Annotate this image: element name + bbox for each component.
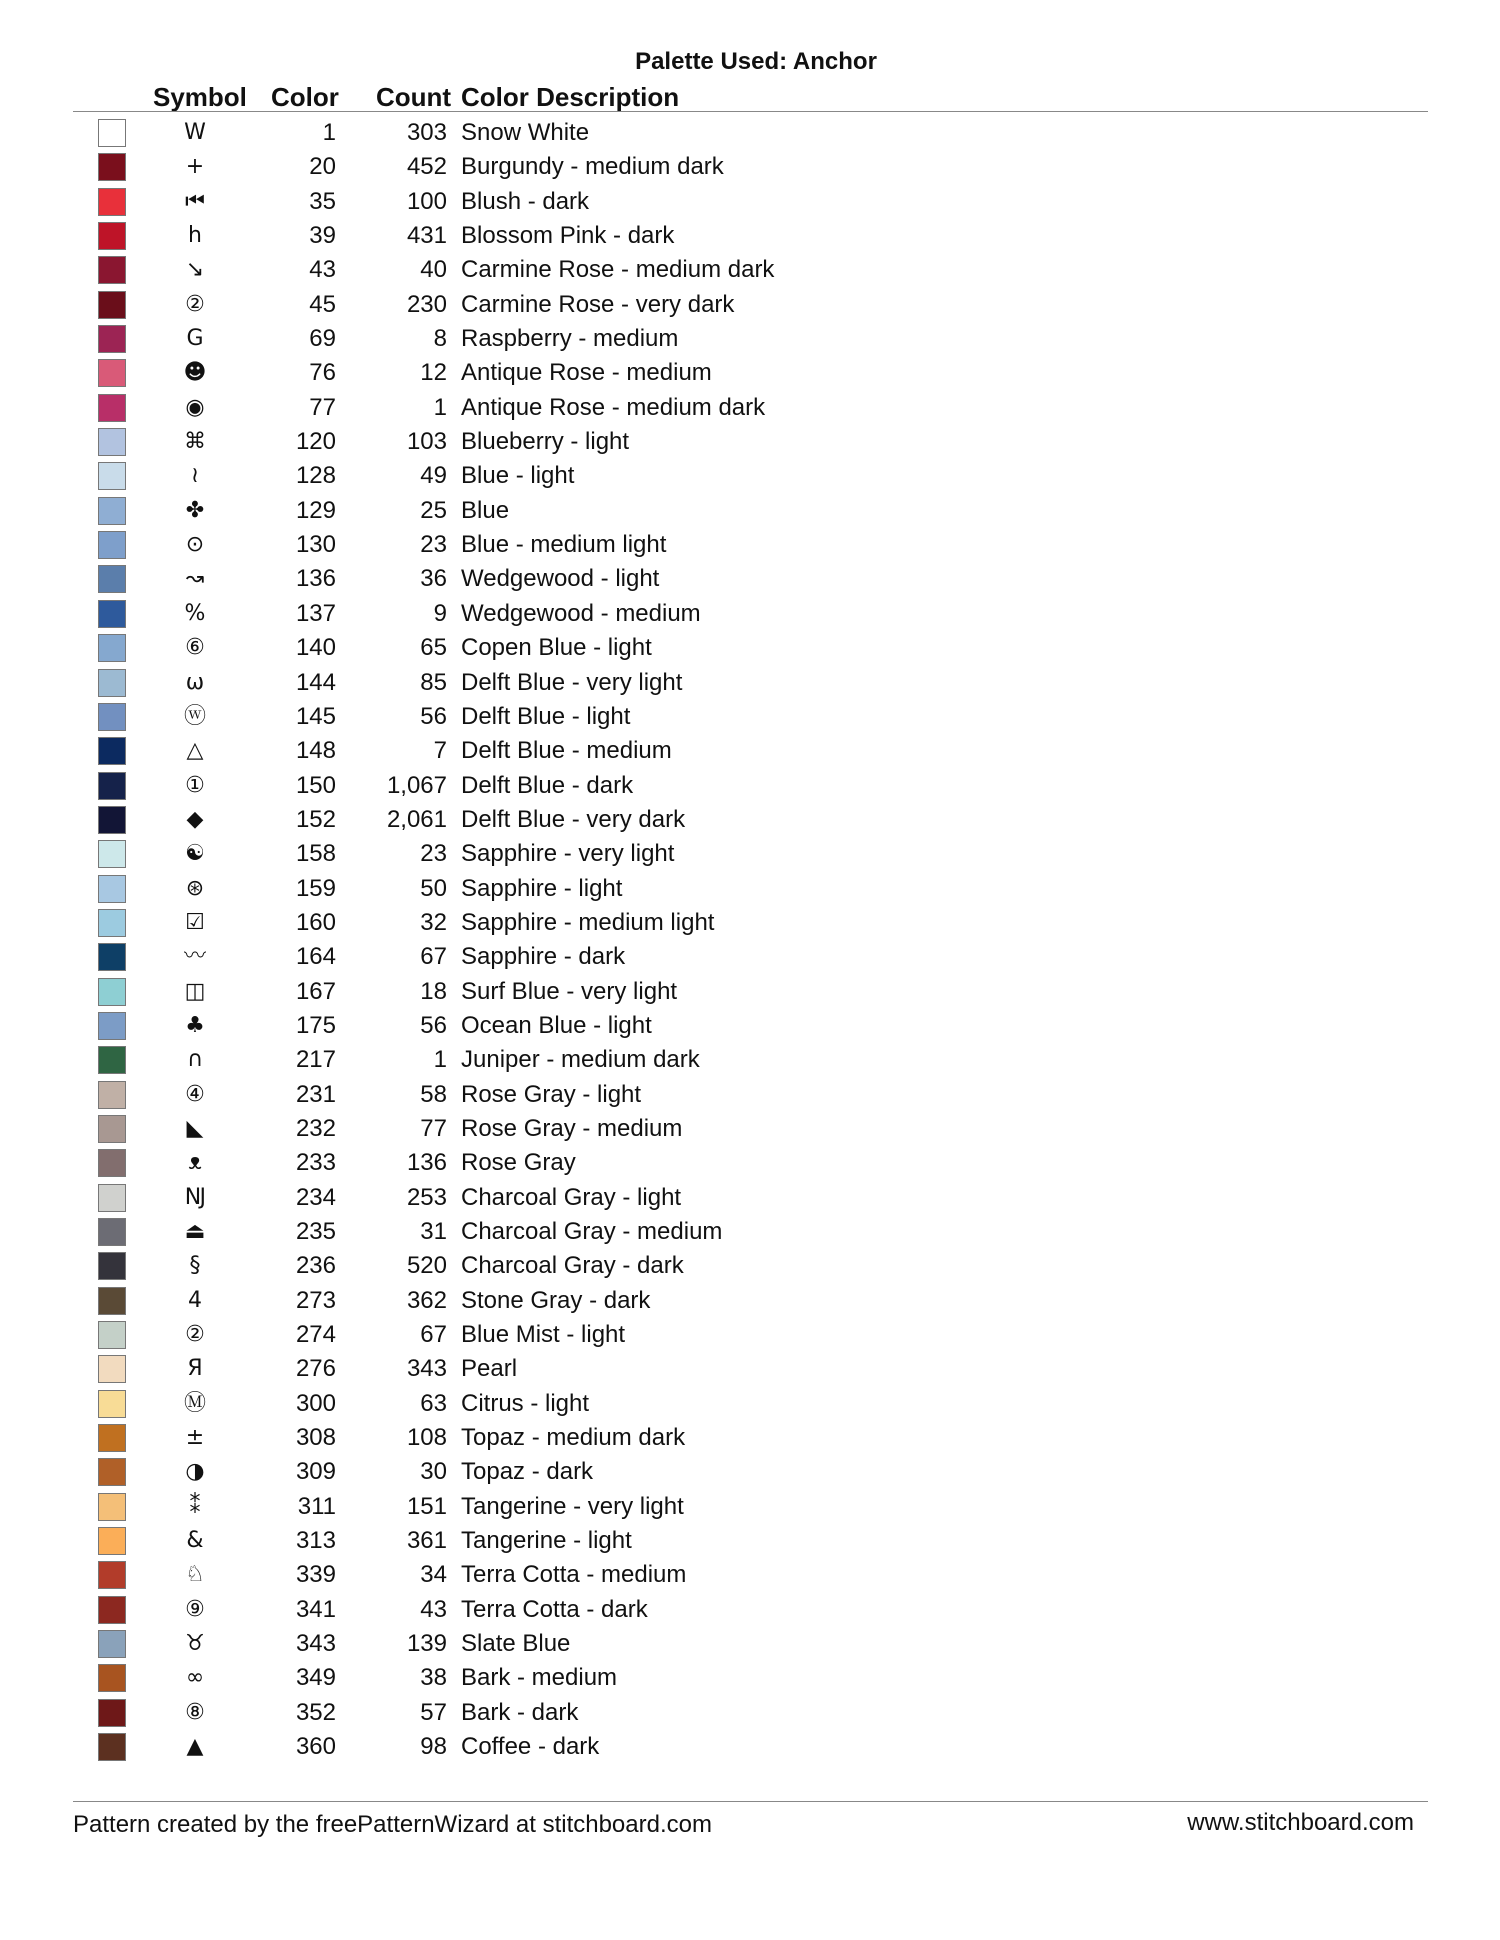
color-number: 77 <box>309 393 336 421</box>
table-row <box>0 975 1500 1009</box>
color-number: 311 <box>297 1492 336 1520</box>
color-description: Burgundy - medium dark <box>461 153 724 181</box>
stitch-count: 7 <box>433 737 447 765</box>
stitch-symbol: + <box>185 154 205 180</box>
stitch-count: 361 <box>406 1527 447 1555</box>
footer-website: www.stitchboard.com <box>1187 1809 1414 1836</box>
table-row <box>0 597 1500 631</box>
page-title <box>0 48 1500 76</box>
color-number: 233 <box>295 1149 336 1177</box>
color-description: Charcoal Gray - light <box>461 1183 682 1211</box>
table-row <box>0 1318 1500 1352</box>
stitch-symbol: ⑨ <box>185 1596 205 1622</box>
color-swatch <box>98 600 126 628</box>
stitch-count: 23 <box>420 840 447 868</box>
stitch-count: 25 <box>420 496 447 524</box>
color-swatch <box>98 669 126 697</box>
stitch-count: 67 <box>420 1321 447 1349</box>
stitch-count: 303 <box>406 119 447 146</box>
stitch-symbol: ♣ <box>185 1012 205 1038</box>
stitch-symbol: ⏮ <box>185 188 205 214</box>
stitch-count: 253 <box>406 1183 447 1211</box>
color-description: Sapphire - medium light <box>461 908 715 936</box>
color-swatch <box>98 737 126 765</box>
stitch-count: 139 <box>406 1630 447 1658</box>
color-swatch <box>98 1458 126 1486</box>
color-description: Delft Blue - medium <box>461 737 672 765</box>
color-description: Slate Blue <box>461 1630 571 1658</box>
stitch-symbol: ω <box>185 669 205 695</box>
color-swatch <box>98 1218 126 1246</box>
color-swatch <box>98 531 126 559</box>
color-description: Charcoal Gray - medium <box>461 1218 723 1245</box>
table-row <box>0 219 1500 253</box>
color-number: 273 <box>295 1286 336 1314</box>
color-number: 352 <box>295 1698 336 1726</box>
stitch-count: 57 <box>420 1698 447 1726</box>
color-number: 341 <box>295 1595 336 1623</box>
color-swatch <box>98 1733 126 1761</box>
color-description: Coffee - dark <box>461 1733 600 1761</box>
stitch-count: 30 <box>420 1458 447 1486</box>
table-row <box>0 1112 1500 1146</box>
table-row <box>0 1387 1500 1421</box>
table-row <box>0 116 1500 150</box>
color-number: 136 <box>295 565 336 593</box>
color-description: Carmine Rose - medium dark <box>461 256 775 284</box>
table-row <box>0 253 1500 287</box>
color-description: Delft Blue - dark <box>461 771 634 799</box>
color-description: Antique Rose - medium dark <box>461 393 766 421</box>
color-swatch <box>98 1596 126 1624</box>
stitch-symbol: % <box>184 600 206 626</box>
table-row <box>0 940 1500 974</box>
stitch-symbol: ◑ <box>185 1459 205 1485</box>
color-description: Rose Gray <box>461 1149 576 1177</box>
stitch-count: 63 <box>420 1389 447 1417</box>
color-description: Delft Blue - very light <box>461 668 683 696</box>
color-swatch <box>98 462 126 490</box>
color-description: Charcoal Gray - dark <box>461 1252 684 1280</box>
header-divider <box>73 111 1428 112</box>
table-row <box>0 391 1500 425</box>
color-description: Surf Blue - very light <box>461 977 678 1005</box>
color-swatch <box>98 1321 126 1349</box>
stitch-symbol: ☑ <box>185 909 205 935</box>
stitch-symbol: ⌘ <box>184 429 206 455</box>
color-swatch <box>98 1493 126 1521</box>
stitch-symbol: Я <box>187 1356 203 1382</box>
color-number: 145 <box>295 702 336 730</box>
color-description: Snow White <box>461 119 590 146</box>
color-swatch <box>98 428 126 456</box>
table-row <box>0 1146 1500 1180</box>
stitch-count: 2,061 <box>386 805 447 833</box>
color-number: 349 <box>295 1664 336 1692</box>
color-description: Carmine Rose - very dark <box>461 290 735 318</box>
stitch-count: 362 <box>406 1286 447 1314</box>
color-number: 231 <box>295 1080 336 1108</box>
color-swatch <box>98 359 126 387</box>
stitch-count: 520 <box>406 1252 447 1280</box>
stitch-symbol: 4 <box>188 1287 202 1313</box>
stitch-count: 1 <box>433 1046 447 1074</box>
table-row <box>0 1284 1500 1318</box>
color-swatch <box>98 978 126 1006</box>
table-row <box>0 459 1500 493</box>
stitch-symbol: ♘ <box>185 1562 205 1588</box>
table-row <box>0 1627 1500 1661</box>
color-description: Sapphire - light <box>461 874 623 902</box>
stitch-symbol: ② <box>185 1322 205 1348</box>
table-row <box>0 872 1500 906</box>
color-swatch <box>98 1081 126 1109</box>
color-description: Blue - light <box>461 462 575 490</box>
header-color-description: Color Description <box>461 82 680 112</box>
stitch-count: 108 <box>406 1424 447 1452</box>
stitch-symbol: ☻ <box>183 360 207 386</box>
stitch-symbol: ∩ <box>186 1047 204 1073</box>
stitch-symbol: ◫ <box>184 978 206 1004</box>
table-row <box>0 494 1500 528</box>
color-description: Blueberry - light <box>461 428 630 456</box>
stitch-symbol: ⊙ <box>185 532 205 558</box>
footer-credit: Pattern created by the freePatternWizard at stitchboard.com <box>73 1811 712 1838</box>
header-symbol: Symbol <box>153 82 247 112</box>
color-description: Citrus - light <box>461 1389 590 1417</box>
table-row <box>0 631 1500 665</box>
stitch-symbol: ☯ <box>185 841 205 867</box>
table-row <box>0 666 1500 700</box>
color-number: 76 <box>309 359 336 387</box>
color-description: Blue Mist - light <box>461 1321 626 1349</box>
color-swatch <box>98 565 126 593</box>
stitch-count: 77 <box>420 1114 447 1142</box>
color-number: 274 <box>295 1321 336 1349</box>
color-number: 308 <box>295 1424 336 1452</box>
color-description: Tangerine - light <box>461 1527 632 1555</box>
table-row <box>0 837 1500 871</box>
table-row <box>0 1078 1500 1112</box>
color-description: Tangerine - very light <box>461 1492 684 1520</box>
color-swatch <box>98 1630 126 1658</box>
color-swatch <box>98 394 126 422</box>
color-number: 152 <box>295 805 336 833</box>
table-row <box>0 356 1500 390</box>
table-row <box>0 803 1500 837</box>
table-row <box>0 562 1500 596</box>
color-swatch <box>98 1390 126 1418</box>
header-color: Color <box>271 82 339 112</box>
stitch-count: 100 <box>406 187 447 215</box>
color-swatch <box>98 840 126 868</box>
color-number: 144 <box>295 668 336 696</box>
color-swatch <box>98 119 126 147</box>
stitch-count: 151 <box>406 1492 447 1520</box>
stitch-symbol: ± <box>185 1425 205 1451</box>
stitch-count: 9 <box>433 599 447 627</box>
color-swatch <box>98 1287 126 1315</box>
color-swatch <box>98 1699 126 1727</box>
stitch-symbol: ◆ <box>186 806 204 832</box>
stitch-symbol: ▲ <box>186 1734 204 1760</box>
stitch-count: 23 <box>420 531 447 559</box>
stitch-symbol: Ǌ <box>184 1184 206 1210</box>
color-swatch <box>98 188 126 216</box>
color-number: 164 <box>295 943 336 971</box>
color-swatch <box>98 325 126 353</box>
stitch-symbol: ⊛ <box>185 875 205 901</box>
stitch-count: 1,067 <box>386 771 447 799</box>
color-number: 158 <box>295 840 336 868</box>
table-row <box>0 1421 1500 1455</box>
palette-table <box>0 116 1500 1765</box>
stitch-symbol: ◣ <box>186 1115 204 1141</box>
color-description: Rose Gray - medium <box>461 1114 683 1142</box>
color-number: 150 <box>295 771 336 799</box>
color-number: 137 <box>295 599 336 627</box>
color-number: 129 <box>295 496 336 524</box>
color-number: 1 <box>322 119 336 146</box>
stitch-count: 49 <box>420 462 447 490</box>
color-description: Wedgewood - light <box>461 565 660 593</box>
stitch-symbol: ↝ <box>185 566 205 592</box>
color-number: 140 <box>295 634 336 662</box>
color-number: 128 <box>295 462 336 490</box>
color-description: Bark - medium <box>461 1664 618 1692</box>
table-row <box>0 1661 1500 1695</box>
color-description: Delft Blue - very dark <box>461 805 686 833</box>
color-swatch <box>98 909 126 937</box>
color-swatch <box>98 1149 126 1177</box>
stitch-symbol: ⏏ <box>184 1219 206 1244</box>
table-row <box>0 1558 1500 1592</box>
table-row <box>0 1524 1500 1558</box>
stitch-symbol: G <box>186 326 204 352</box>
color-description: Juniper - medium dark <box>461 1046 700 1074</box>
color-number: 20 <box>309 153 336 181</box>
stitch-count: 12 <box>420 359 447 387</box>
table-row <box>0 1215 1500 1249</box>
stitch-count: 34 <box>420 1561 447 1589</box>
stitch-symbol: ④ <box>185 1081 205 1107</box>
color-number: 167 <box>295 977 336 1005</box>
color-description: Blossom Pink - dark <box>461 222 675 250</box>
color-swatch <box>98 943 126 971</box>
stitch-count: 343 <box>406 1355 447 1383</box>
color-number: 39 <box>309 222 336 250</box>
color-swatch <box>98 497 126 525</box>
color-number: 234 <box>295 1183 336 1211</box>
color-swatch <box>98 1012 126 1040</box>
color-description: Topaz - medium dark <box>461 1424 686 1452</box>
color-swatch <box>98 1184 126 1212</box>
stitch-count: 43 <box>420 1595 447 1623</box>
table-row <box>0 1181 1500 1215</box>
stitch-symbol: h <box>188 223 202 249</box>
stitch-symbol: § <box>189 1253 201 1279</box>
color-number: 130 <box>295 531 336 559</box>
color-number: 69 <box>309 325 336 353</box>
stitch-symbol: Ⓜ <box>183 1390 206 1416</box>
table-row <box>0 1730 1500 1764</box>
color-description: Blue - medium light <box>461 531 667 559</box>
color-description: Pearl <box>461 1355 518 1383</box>
palette-title: Palette Used: Anchor <box>635 48 877 75</box>
color-description: Bark - dark <box>461 1698 579 1726</box>
stitch-count: 431 <box>406 222 447 250</box>
color-swatch <box>98 256 126 284</box>
color-description: Blush - dark <box>461 187 590 215</box>
color-number: 159 <box>295 874 336 902</box>
color-swatch <box>98 1115 126 1143</box>
color-description: Copen Blue - light <box>461 634 652 662</box>
color-number: 160 <box>295 908 336 936</box>
table-row <box>0 288 1500 322</box>
color-description: Raspberry - medium <box>461 325 679 353</box>
color-number: 43 <box>309 256 336 284</box>
stitch-symbol: ↘ <box>185 257 205 283</box>
stitch-symbol: ᴥ <box>188 1150 202 1176</box>
stitch-symbol: ✤ <box>185 497 205 523</box>
table-row <box>0 1043 1500 1077</box>
color-swatch <box>98 291 126 319</box>
color-swatch <box>98 1252 126 1280</box>
color-number: 45 <box>309 290 336 318</box>
color-number: 120 <box>295 428 336 456</box>
stitch-count: 31 <box>420 1218 447 1245</box>
header-count: Count <box>376 82 452 112</box>
color-description: Sapphire - very light <box>461 840 675 868</box>
stitch-count: 103 <box>406 428 447 456</box>
stitch-count: 18 <box>420 977 447 1005</box>
color-swatch <box>98 875 126 903</box>
stitch-symbol: ⑧ <box>185 1699 205 1725</box>
stitch-count: 36 <box>420 565 447 593</box>
table-row <box>0 1593 1500 1627</box>
color-description: Delft Blue - light <box>461 702 631 730</box>
color-description: Wedgewood - medium <box>461 599 701 627</box>
stitch-symbol: ♉ <box>185 1631 205 1657</box>
color-swatch <box>98 1664 126 1692</box>
table-row <box>0 700 1500 734</box>
color-number: 360 <box>295 1733 336 1761</box>
color-description: Terra Cotta - dark <box>461 1595 648 1623</box>
stitch-symbol: ⁑ <box>189 1493 201 1519</box>
stitch-count: 56 <box>420 702 447 730</box>
table-row <box>0 769 1500 803</box>
color-swatch <box>98 1355 126 1383</box>
stitch-symbol: W <box>184 120 206 145</box>
stitch-symbol: ⑥ <box>185 635 205 661</box>
color-number: 343 <box>295 1630 336 1658</box>
table-row <box>0 1455 1500 1489</box>
color-description: Rose Gray - light <box>461 1080 642 1108</box>
color-swatch <box>98 153 126 181</box>
stitch-count: 85 <box>420 668 447 696</box>
color-number: 276 <box>295 1355 336 1383</box>
stitch-symbol: & <box>186 1528 204 1554</box>
color-number: 339 <box>295 1561 336 1589</box>
color-swatch <box>98 1527 126 1555</box>
table-row <box>0 1352 1500 1386</box>
color-swatch <box>98 1424 126 1452</box>
stitch-count: 1 <box>433 393 447 421</box>
stitch-symbol: △ <box>186 738 204 764</box>
stitch-count: 98 <box>420 1733 447 1761</box>
table-row <box>0 906 1500 940</box>
stitch-count: 32 <box>420 908 447 936</box>
stitch-symbol: ≀ <box>190 463 200 489</box>
color-swatch <box>98 1046 126 1074</box>
color-number: 313 <box>295 1527 336 1555</box>
color-number: 175 <box>295 1011 336 1039</box>
stitch-count: 65 <box>420 634 447 662</box>
table-row <box>0 425 1500 459</box>
color-swatch <box>98 772 126 800</box>
color-swatch <box>98 222 126 250</box>
stitch-count: 40 <box>420 256 447 284</box>
stitch-count: 58 <box>420 1080 447 1108</box>
table-row <box>0 734 1500 768</box>
color-number: 217 <box>295 1046 336 1074</box>
color-number: 309 <box>295 1458 336 1486</box>
table-row <box>0 1696 1500 1730</box>
stitch-count: 56 <box>420 1011 447 1039</box>
footer-divider <box>73 1801 1428 1802</box>
color-description: Stone Gray - dark <box>461 1286 651 1314</box>
stitch-symbol: ◉ <box>185 394 205 420</box>
stitch-symbol: ① <box>185 772 205 798</box>
stitch-count: 50 <box>420 874 447 902</box>
color-swatch <box>98 1561 126 1589</box>
color-number: 232 <box>295 1114 336 1142</box>
table-row <box>0 1249 1500 1283</box>
table-row <box>0 1490 1500 1524</box>
table-row <box>0 528 1500 562</box>
stitch-count: 136 <box>406 1149 447 1177</box>
table-row <box>0 322 1500 356</box>
color-number: 148 <box>295 737 336 765</box>
table-row <box>0 1009 1500 1043</box>
table-row <box>0 150 1500 184</box>
stitch-count: 230 <box>406 290 447 318</box>
stitch-count: 452 <box>406 153 447 181</box>
color-number: 35 <box>309 187 336 215</box>
stitch-symbol: ⓦ <box>183 703 206 729</box>
color-swatch <box>98 703 126 731</box>
color-number: 236 <box>295 1252 336 1280</box>
table-row <box>0 185 1500 219</box>
color-description: Antique Rose - medium <box>461 359 712 387</box>
stitch-symbol: ② <box>185 291 205 317</box>
color-swatch <box>98 634 126 662</box>
stitch-count: 8 <box>433 325 447 353</box>
stitch-count: 38 <box>420 1664 447 1692</box>
stitch-symbol: ∞ <box>185 1665 205 1691</box>
stitch-symbol: 〰 <box>183 944 206 970</box>
color-number: 235 <box>295 1218 336 1245</box>
color-number: 300 <box>295 1389 336 1417</box>
color-description: Terra Cotta - medium <box>461 1561 687 1589</box>
color-description: Ocean Blue - light <box>461 1011 652 1039</box>
color-description: Topaz - dark <box>461 1458 594 1486</box>
stitch-count: 67 <box>420 943 447 971</box>
color-swatch <box>98 806 126 834</box>
color-description: Blue <box>461 496 510 524</box>
color-description: Sapphire - dark <box>461 943 626 971</box>
